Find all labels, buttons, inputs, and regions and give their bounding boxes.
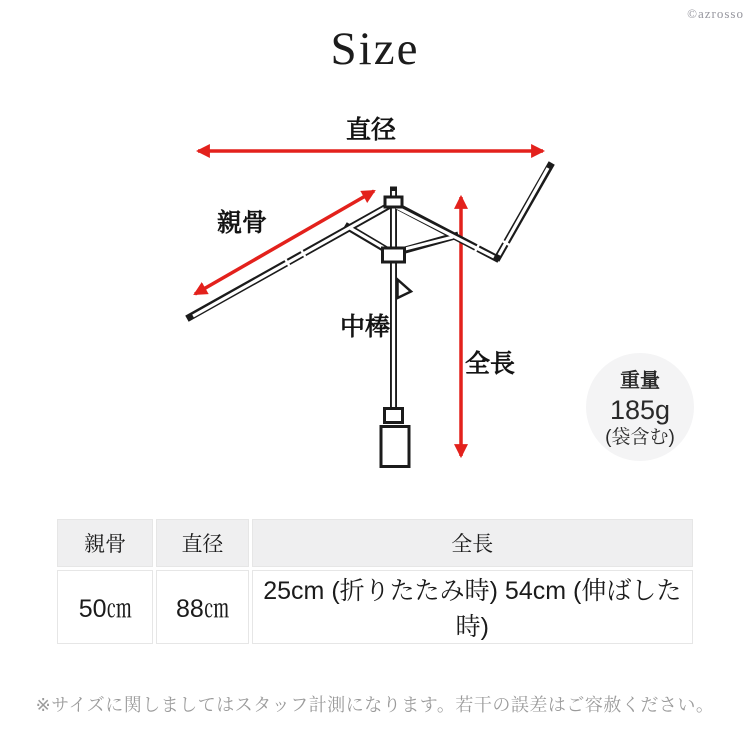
header-diameter: 直径 — [156, 519, 248, 567]
size-table-section — [54, 516, 696, 647]
ferrule — [385, 409, 403, 423]
diameter-label: 直径 — [345, 116, 396, 144]
runner — [383, 248, 405, 262]
size-table-data-row — [57, 570, 693, 644]
cell-total-length-value: 25cm (折りたたみ時) 54cm (伸ばした時) — [252, 570, 693, 644]
header-rib: 親骨 — [57, 519, 153, 567]
page-title: Size — [330, 23, 420, 75]
header-total-length: 全長 — [252, 519, 693, 567]
weight-badge-title: 重量 — [620, 370, 660, 393]
weight-badge-value: 185g — [609, 395, 671, 426]
weight-badge-note: (袋含む) — [605, 426, 675, 448]
top-hub — [385, 197, 402, 207]
size-table — [54, 516, 696, 647]
center-pole-label: 中棒 — [339, 313, 390, 341]
rib-joints — [285, 241, 511, 267]
weight-badge — [586, 353, 694, 461]
rib-arrow — [195, 191, 374, 294]
watermark: ©azrosso — [687, 6, 744, 21]
total-length-label: 全長 — [464, 350, 515, 378]
measurement-disclaimer: ※サイズに関しましてはスタッフ計測になります。若干の誤差はご容赦ください。 — [35, 695, 715, 715]
cell-rib-value: 50㎝ — [57, 570, 153, 644]
handle — [381, 427, 409, 467]
cell-diameter-value: 88㎝ — [156, 570, 248, 644]
spring-tab — [398, 280, 412, 299]
rib-label: 親骨 — [216, 209, 267, 237]
measure-arrows — [195, 151, 543, 456]
size-table-header-row — [57, 519, 693, 567]
